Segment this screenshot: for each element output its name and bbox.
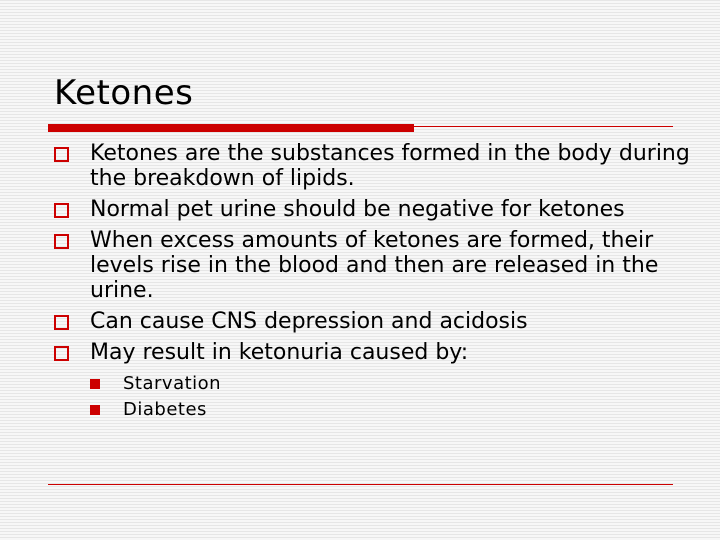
bullet-item — [54, 309, 694, 334]
footer-divider — [48, 484, 673, 485]
bullet-text: Normal pet urine should be negative for ketones — [90, 197, 625, 222]
sub-bullet-text: Starvation — [123, 373, 222, 394]
hollow-square-bullet-icon — [54, 346, 69, 361]
filled-square-bullet-icon — [90, 405, 100, 415]
filled-square-bullet-icon — [90, 379, 100, 389]
title-underline-thick — [48, 124, 414, 132]
bullet-item — [54, 228, 694, 303]
sub-bullet-list — [90, 371, 694, 423]
bullet-text: When excess amounts of ketones are formed, their levels rise in the blood and then are released in the urine. — [90, 228, 659, 303]
bullet-text: Can cause CNS depression and acidosis — [90, 309, 528, 334]
sub-bullet-item — [90, 371, 694, 397]
bullet-list — [54, 141, 694, 429]
bullet-text: May result in ketonuria caused by: — [90, 340, 469, 365]
bullet-item — [54, 141, 694, 191]
sub-bullet-item — [90, 397, 694, 423]
hollow-square-bullet-icon — [54, 234, 69, 249]
hollow-square-bullet-icon — [54, 203, 69, 218]
bullet-item — [54, 197, 694, 222]
hollow-square-bullet-icon — [54, 315, 69, 330]
bullet-text: Ketones are the substances formed in the body during the breakdown of lipids. — [90, 141, 690, 191]
sub-bullet-text: Diabetes — [123, 399, 207, 420]
bullet-item — [54, 340, 694, 423]
slide-title: Ketones — [54, 73, 194, 113]
hollow-square-bullet-icon — [54, 147, 69, 162]
title-underline-thin — [414, 126, 673, 127]
